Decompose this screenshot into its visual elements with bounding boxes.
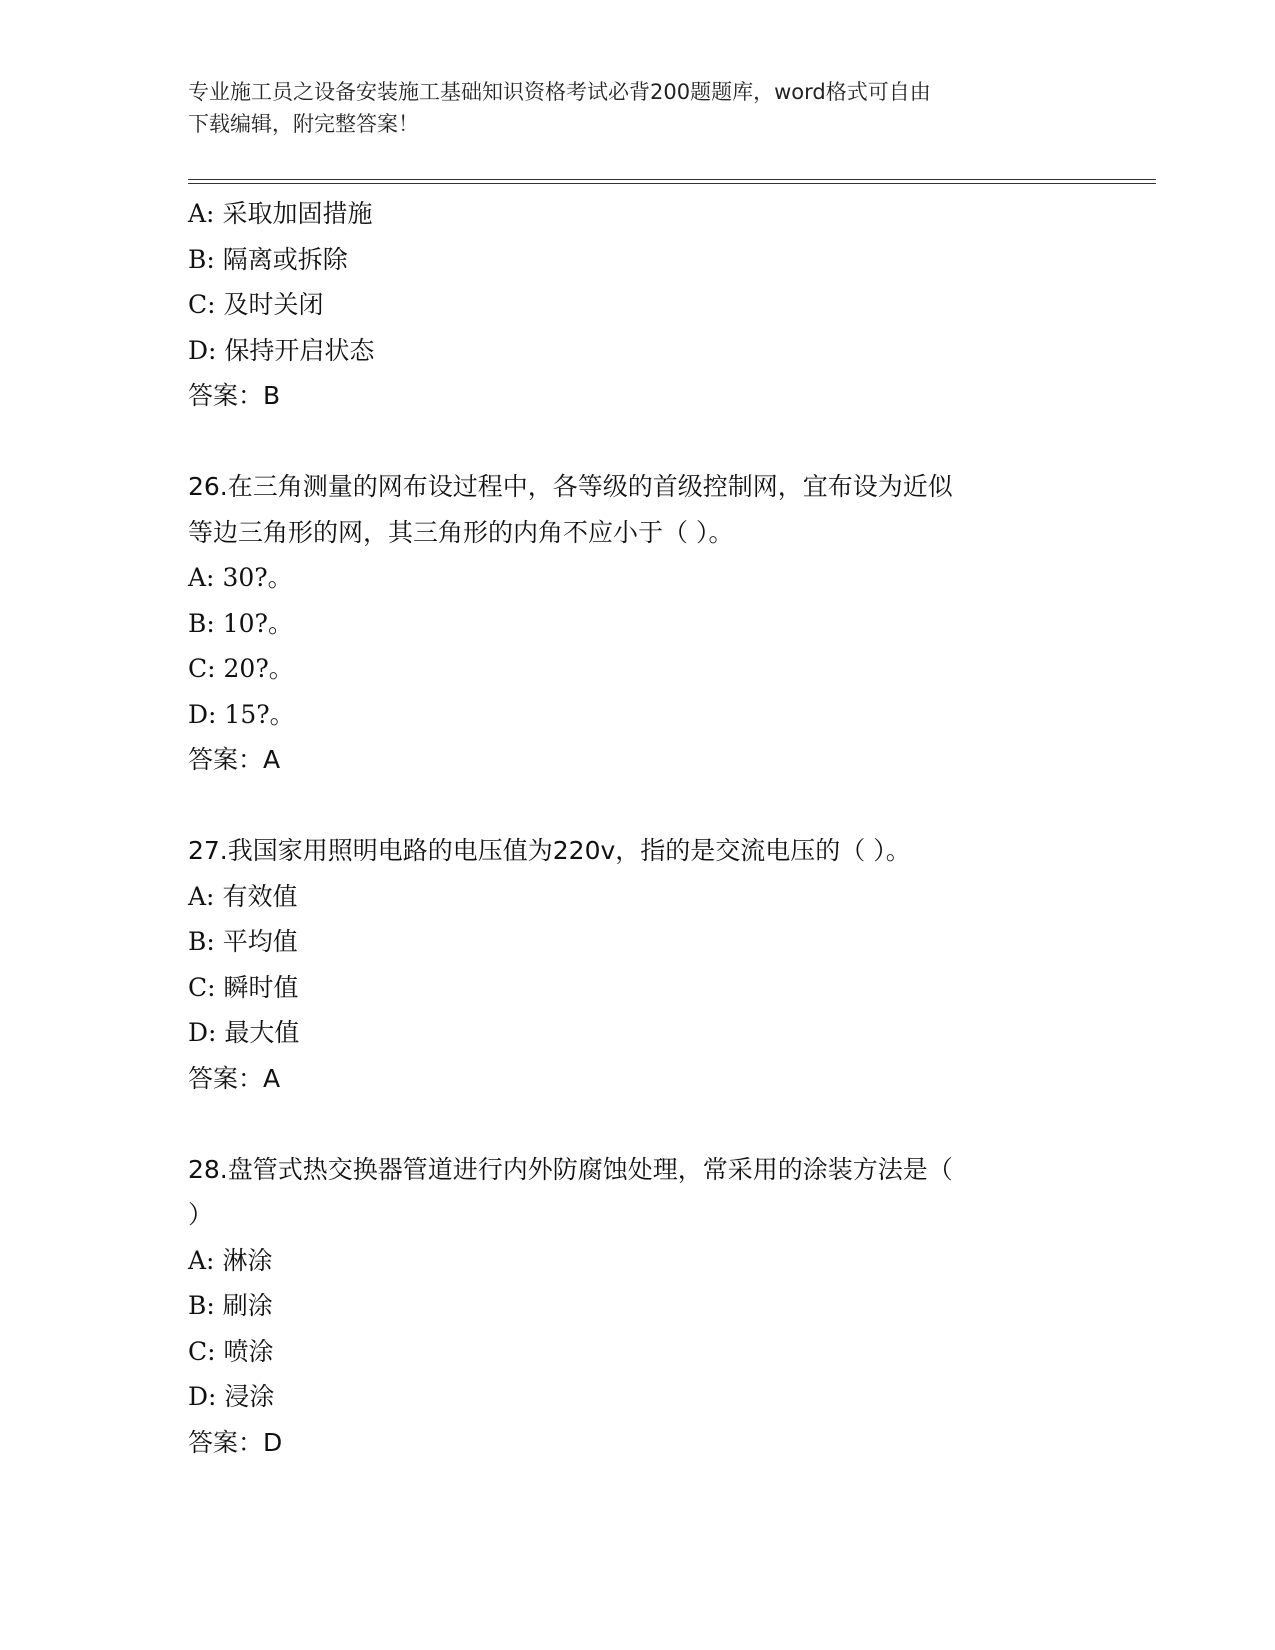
option-b: B: 刷涂 (188, 1291, 273, 1320)
answer-line: 答案：A (188, 745, 281, 774)
question-27 (188, 828, 1088, 1101)
option-a: A: 有效值 (188, 881, 298, 911)
option-d: D: 15?。 (188, 699, 295, 729)
option-d: D: 保持开启状态 (188, 335, 375, 365)
option-d: D: 浸涂 (188, 1382, 275, 1411)
header-title-line-2: 下载编辑，附完整答案！ (188, 112, 419, 136)
question-stem: 26.在三角测量的网布设过程中，各等级的首级控制网，宜布设为近似 等边三角形的网，其三角形的内角不应小于（ ）。 (188, 472, 953, 547)
option-b: B: 10?。 (188, 608, 293, 638)
question-stem: 27.我国家用照明电路的电压值为220v，指的是交流电压的（ ）。 (188, 836, 911, 865)
option-a: A: 采取加固措施 (188, 199, 373, 228)
spacer (188, 783, 1088, 829)
answer-line: 答案：D (188, 1427, 283, 1457)
document-header (188, 76, 1088, 140)
document-content (188, 191, 1088, 1465)
option-a: A: 淋涂 (188, 1245, 273, 1275)
spacer (188, 419, 1088, 465)
option-c: C: 及时关闭 (188, 290, 324, 319)
question-25-continued (188, 191, 1088, 419)
header-divider-bottom (188, 183, 1156, 184)
header-title-line-1: 专业施工员之设备安装施工基础知识资格考试必背200题题库，word格式可自由 (188, 80, 931, 104)
option-d: D: 最大值 (188, 1018, 300, 1047)
option-c: C: 喷涂 (188, 1336, 274, 1366)
spacer (188, 1101, 1088, 1147)
question-26 (188, 464, 1088, 783)
answer-line: 答案：B (188, 381, 281, 410)
header-divider-top (188, 179, 1156, 180)
option-c: C: 瞬时值 (188, 972, 299, 1002)
question-stem: 28.盘管式热交换器管道进行内外防腐蚀处理，常采用的涂装方法是（ ） (188, 1154, 953, 1229)
option-b: B: 平均值 (188, 927, 298, 956)
answer-line: 答案：A (188, 1063, 281, 1093)
option-c: C: 20?。 (188, 654, 294, 683)
option-b: B: 隔离或拆除 (188, 244, 348, 274)
question-28 (188, 1147, 1088, 1466)
option-a: A: 30?。 (188, 563, 293, 592)
